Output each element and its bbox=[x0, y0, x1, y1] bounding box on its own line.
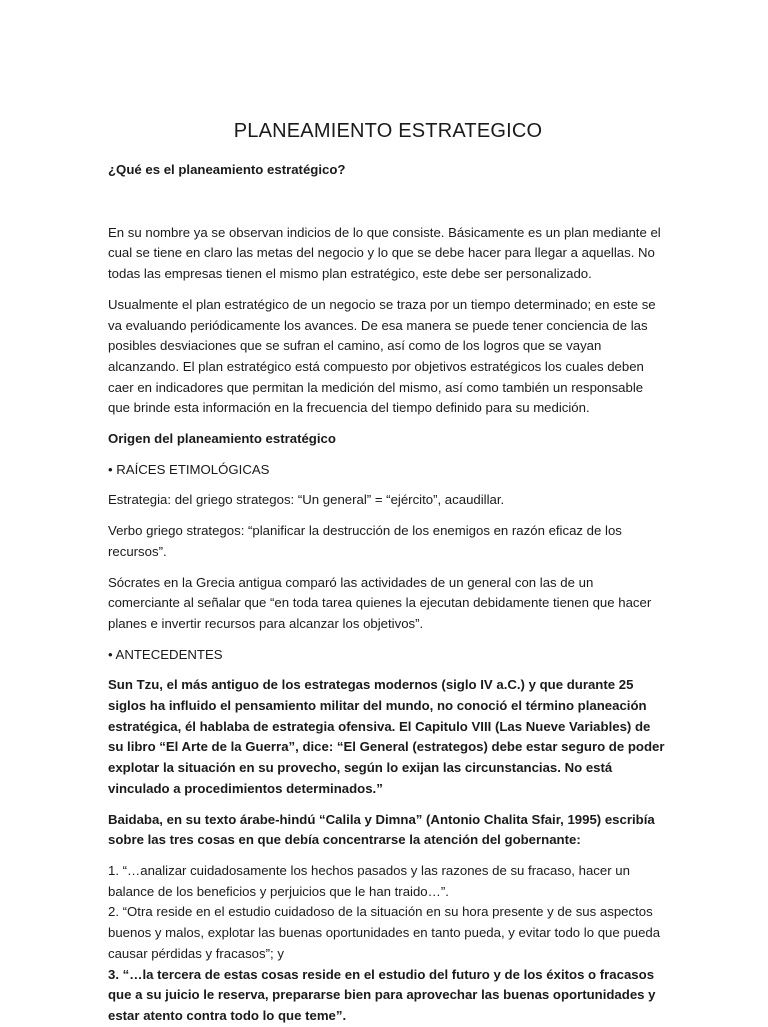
antecedents-paragraph-2: Baidaba, en su texto árabe-hindú “Calila y Dimna” (Antonio Chalita Sfair, 1995) escribía sobre las tres cosas en que debía concentrarse la atención del gobernante: bbox=[108, 811, 655, 848]
roots-paragraph-2: Verbo griego strategos: “planificar la destrucción de los enemigos en razón eficaz de los recursos”. bbox=[108, 523, 622, 559]
document-title: PLANEAMIENTO ESTRATEGICO bbox=[233, 120, 543, 142]
numbered-list bbox=[108, 861, 668, 1027]
origin-heading: Origen del planeamiento estratégico bbox=[108, 431, 336, 447]
question-heading: ¿Qué es el planeamiento estratégico? bbox=[108, 162, 346, 177]
document-page bbox=[108, 118, 668, 1027]
paragraph-definition: En su nombre ya se observan indicios de lo que consiste. Básicamente es un plan mediante el cual se tiene en claro las metas del negocio y lo que se debe hacer para llegar a aquellas. No todas las empresas tienen el mismo plan estratégico, este debe ser personalizado. bbox=[108, 224, 661, 282]
roots-paragraph-3: Sócrates en la Grecia antigua comparó las actividades de un general con las de un comerciante al señalar que “en toda tarea quienes la ejecutan debidamente tienen que hacer planes e invertir recursos para alcanzar los objetivos”. bbox=[108, 574, 652, 631]
antecedents-heading: • ANTECEDENTES bbox=[108, 646, 223, 662]
list-item: 1. “…analizar cuidadosamente los hechos pasados y las razones de su fracaso, hacer un balance de los beneficios y perjuicios que le han traido…”. bbox=[108, 862, 630, 899]
list-item: 2. “Otra reside en el estudio cuidadoso de la situación en su hora presente y de sus aspectos buenos y malos, explotar las buenas oportunidades en tanto pueda, y evitar todo lo que pueda causar pérdidas y fracasos”; y bbox=[108, 904, 661, 961]
antecedents-paragraph-1: Sun Tzu, el más antiguo de los estrategas modernos (siglo IV a.C.) y que durante 25 siglos ha influido el pensamiento militar del mundo, no conoció el término planeación estratégica, él hablaba de estrategia ofensiva. El Capitulo VIII (Las Nueve Variables) de su libro “El Arte de la Guerra”, dice: “El General (estrategos) debe estar seguro de poder explotar la situación en su provecho, según lo exijan las circunstancias. No está vinculado a procedimientos determinados.” bbox=[108, 677, 665, 796]
list-item: 3. “…la tercera de estas cosas reside en el estudio del futuro y de los éxitos o fracasos que a su juicio le reserva, prepararse bien para aprovechar las buenas oportunidades y estar atento contra todo lo que teme”. bbox=[108, 966, 656, 1023]
roots-heading: • RAÍCES ETIMOLÓGICAS bbox=[108, 461, 270, 477]
roots-paragraph-1: Estrategia: del griego strategos: “Un general” = “ejército”, acaudillar. bbox=[108, 492, 505, 508]
paragraph-plan-usage: Usualmente el plan estratégico de un negocio se traza por un tiempo determinado; en este se va evaluando periódicamente los avances. De esa manera se puede tener conciencia de las posibles desviaciones que se sufran el camino, así como de los logros que se vayan alcanzando. El plan estratégico está compuesto por objetivos estratégicos los cuales deben caer en indicadores que permitan la medición del mismo, así como también un responsable que brinde esta información en la frecuencia del tiempo definido para su medición. bbox=[108, 296, 656, 416]
